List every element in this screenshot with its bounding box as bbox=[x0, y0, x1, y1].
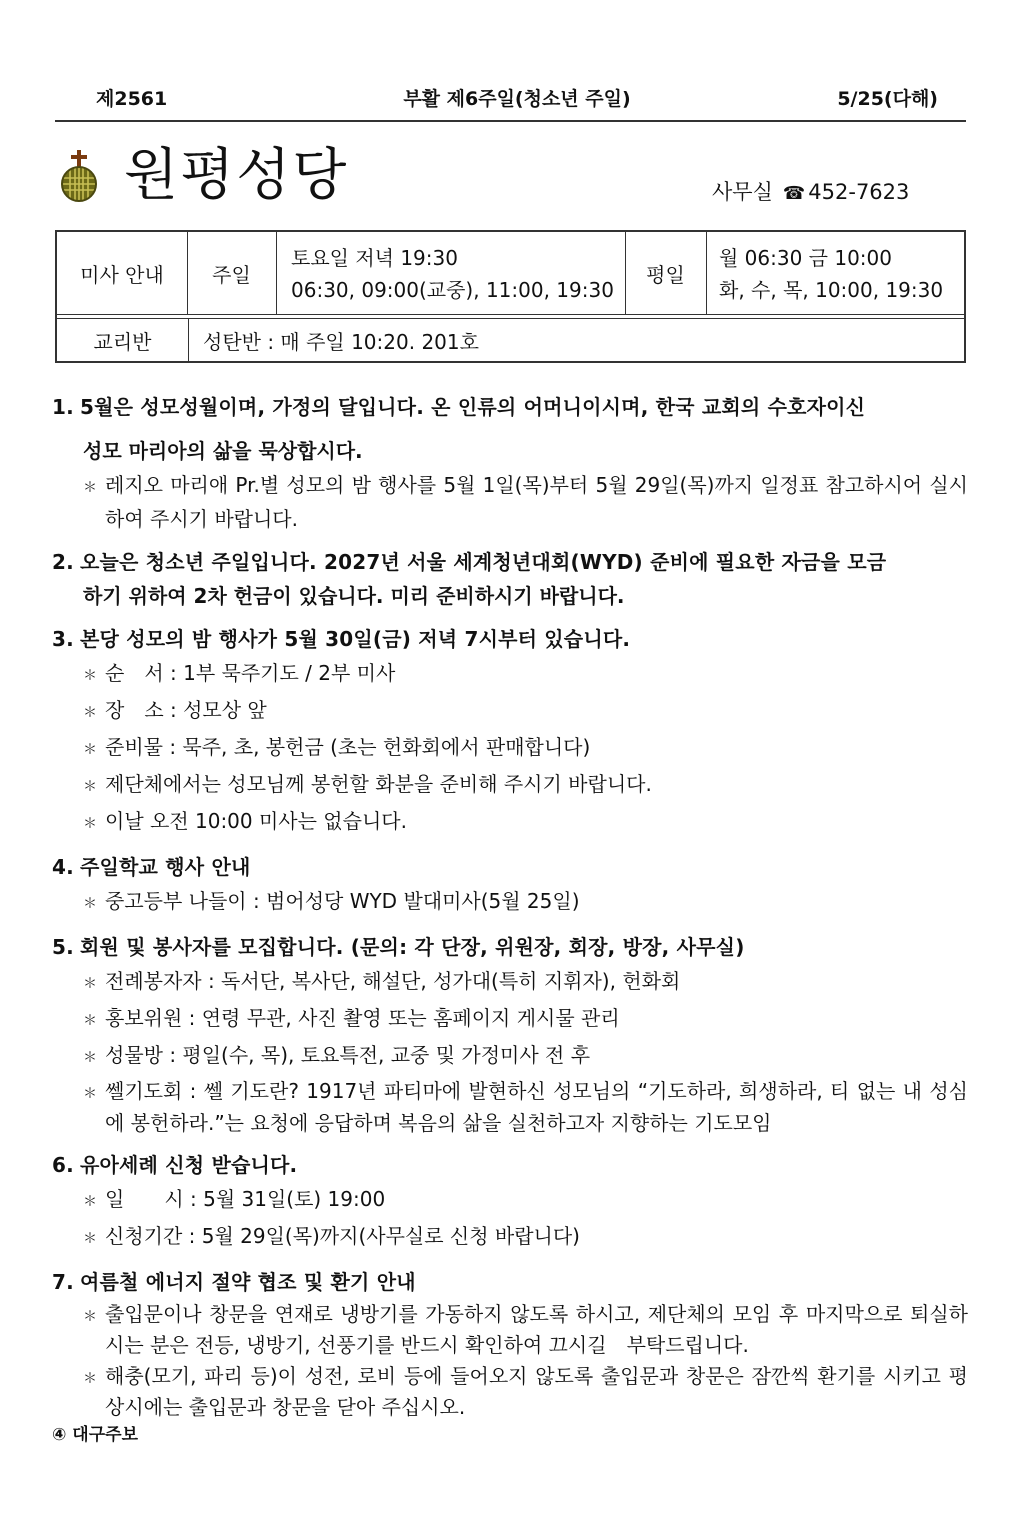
notice-title: 유아세례 신청 받습니다. bbox=[80, 1153, 298, 1177]
bulletin-header bbox=[96, 84, 938, 112]
notice-1: 1. 5월은 성모성월이며, 가정의 달입니다. 온 인류의 어머니이시며, 한국 교회의 수호자이신 성모 마리아의 삶을 묵상합시다. ＊ 레지오 마리애 Pr.별 성모의 밤 행사를 5월 1일(목)부터 5월 29일(목)까지 일정표 참고하시어 실시하여 주시기 바랍니다. bbox=[52, 390, 968, 536]
notice-3: 3. 본당 성모의 밤 행사가 5월 30일(금) 저녁 7시부터 있습니다. ＊ 순 서 : 1부 묵주기도 / 2부 미사 ＊ 장 소 : 성모상 앞 ＊ 준비물 : 묵주, 초, 봉헌금 (초는 헌화회에서 판매합니다) ＊ 제단체에서는 성모님께 봉헌할 화분을 준비해 주시기 바랍니다. ＊ 이날 오전 10:00 미사는 없습니다. bbox=[52, 622, 968, 841]
list-item: ＊ 순 서 : 1부 묵주기도 / 2부 미사 bbox=[83, 661, 396, 685]
notice-list bbox=[52, 390, 968, 1423]
notice-title: 본당 성모의 밤 행사가 5월 30일(금) 저녁 7시부터 있습니다. bbox=[80, 627, 631, 651]
weekday-label: 평일 bbox=[646, 263, 685, 287]
notice-title: 회원 및 봉사자를 모집합니다. (문의: 각 단장, 위원장, 회장, 방장, 사무실) bbox=[80, 935, 745, 959]
list-item: ＊ 해충(모기, 파리 등)이 성전, 로비 등에 들어오지 않도록 출입문과 창문은 잠깐씩 환기를 시키고 평상시에는 출입문과 창문을 닫아 주십시오. bbox=[83, 1364, 968, 1419]
mass-label: 미사 안내 bbox=[80, 263, 164, 287]
list-item: ＊ 쎌기도회 : 쎌 기도란? 1917년 파티마에 발현하신 성모님의 “기도하라, 희생하라, 티 없는 내 성심에 봉헌하라.”는 요청에 응답하며 복음의 삶을 실천하고자 지향하는 기도모임 bbox=[83, 1079, 968, 1135]
list-item: ＊ 성물방 : 평일(수, 목), 토요특전, 교중 및 가정미사 전 후 bbox=[83, 1043, 591, 1067]
catechism-value: 성탄반 : 매 주일 10:20. 201호 bbox=[203, 329, 479, 354]
notice-title: 오늘은 청소년 주일입니다. 2027년 서울 세계청년대회(WYD) 준비에 필요한 자금을 모금 bbox=[80, 550, 887, 574]
weekday-times-line2: 화, 수, 목, 10:00, 19:30 bbox=[719, 278, 944, 302]
list-item: ＊ 전례봉자자 : 독서단, 복사단, 해설단, 성가대(특히 지휘자), 헌화회 bbox=[83, 969, 681, 993]
notice-title-cont: 하기 위하여 2차 헌금이 있습니다. 미리 준비하시기 바랍니다. bbox=[83, 584, 625, 608]
notice-7: 7. 여름철 에너지 절약 협조 및 환기 안내 ＊ 출입문이나 창문을 연재로 냉방기를 가동하지 않도록 하시고, 제단체의 모임 후 마지막으로 퇴실하시는 분은 전등, 냉방기, 선풍기를 반드시 확인하여 끄시길 부탁드립니다. ＊ 해충(모기, 파리 등)이 성전, 로비 등에 들어오지 않도록 출입문과 창문은 잠깐씩 환기를 시키고 평상시에는 출입문과 창문을 닫아 주십시오. bbox=[52, 1265, 968, 1423]
phone-icon: ☎ bbox=[782, 183, 806, 204]
notice-title: 5월은 성모성월이며, 가정의 달입니다. 온 인류의 어머니이시며, 한국 교회의 수호자이신 bbox=[80, 395, 866, 419]
notice-2: 2. 오늘은 청소년 주일입니다. 2027년 서울 세계청년대회(WYD) 준비에 필요한 자금을 모금 하기 위하여 2차 헌금이 있습니다. 미리 준비하시기 바랍니다. bbox=[52, 545, 968, 613]
list-item: ＊ 중고등부 나들이 : 범어성당 WYD 발대미사(5월 25일) bbox=[83, 889, 580, 913]
list-item: ＊ 준비물 : 묵주, 초, 봉헌금 (초는 헌화회에서 판매합니다) bbox=[83, 735, 591, 759]
office-phone: 452-7623 bbox=[808, 180, 910, 204]
notice-title: 주일학교 행사 안내 bbox=[80, 855, 251, 879]
notice-title-cont: 성모 마리아의 삶을 묵상합시다. bbox=[83, 439, 363, 463]
issue-number: 제2561 bbox=[96, 88, 168, 110]
list-item: ＊ 출입문이나 창문을 연재로 냉방기를 가동하지 않도록 하시고, 제단체의 모임 후 마지막으로 퇴실하시는 분은 전등, 냉방기, 선풍기를 반드시 확인하여 끄시길 부탁드립니다. bbox=[83, 1302, 968, 1357]
sunday-times-line1: 토요일 저녁 19:30 bbox=[291, 246, 458, 270]
sunday-label: 주일 bbox=[212, 263, 251, 287]
liturgy-title: 부활 제6주일(청소년 주일) bbox=[403, 88, 631, 110]
list-item: ＊ 제단체에서는 성모님께 봉헌할 화분을 준비해 주시기 바랍니다. bbox=[83, 772, 652, 796]
notice-4: 4. 주일학교 행사 안내 ＊ 중고등부 나들이 : 범어성당 WYD 발대미사(5월 25일) bbox=[52, 850, 968, 921]
office-contact bbox=[712, 176, 909, 206]
header-divider bbox=[55, 120, 966, 122]
list-item: ＊ 레지오 마리애 Pr.별 성모의 밤 행사를 5월 1일(목)부터 5월 29일(목)까지 일정표 참고하시어 실시하여 주시기 바랍니다. bbox=[83, 473, 968, 531]
notice-6: 6. 유아세례 신청 받습니다. ＊ 일 시 : 5월 31일(토) 19:00 ＊ 신청기간 : 5월 29일(목)까지(사무실로 신청 바랍니다) bbox=[52, 1148, 968, 1256]
bulletin-date: 5/25(다해) bbox=[837, 88, 938, 110]
church-logo-icon bbox=[58, 148, 100, 202]
list-item: ＊ 이날 오전 10:00 미사는 없습니다. bbox=[83, 809, 407, 833]
notice-title: 여름철 에너지 절약 협조 및 환기 안내 bbox=[80, 1270, 416, 1294]
weekday-times bbox=[719, 242, 943, 306]
catechism-label: 교리반 bbox=[93, 329, 152, 354]
sunday-times bbox=[291, 242, 614, 306]
church-name: 원평성당 bbox=[124, 143, 349, 208]
office-label: 사무실 bbox=[712, 180, 773, 204]
list-item: ＊ 장 소 : 성모상 앞 bbox=[83, 698, 267, 722]
mass-schedule-table bbox=[55, 230, 966, 363]
list-item: ＊ 신청기간 : 5월 29일(목)까지(사무실로 신청 바랍니다) bbox=[83, 1224, 580, 1248]
footer-label: ④ 대구주보 bbox=[52, 1425, 138, 1445]
sunday-times-line2: 06:30, 09:00(교중), 11:00, 19:30 bbox=[291, 278, 614, 302]
notice-5: 5. 회원 및 봉사자를 모집합니다. (문의: 각 단장, 위원장, 회장, 방장, 사무실) ＊ 전례봉자자 : 독서단, 복사단, 해설단, 성가대(특히 지휘자), 헌화회 ＊ 홍보위원 : 연령 무관, 사진 촬영 또는 홈페이지 게시물 관리 ＊ 성물방 : 평일(수, 목), 토요특전, 교중 및 가정미사 전 후 ＊ 쎌기도회 : 쎌 기도란? 1917년 파티마에 발현하신 성모님의 “기도하라, 희생하라, 티 없는 내 성심에 봉헌하라.”는 요청에 응답하며 복음의 삶을 실천하고자 지향하는 기도모임 bbox=[52, 930, 968, 1139]
list-item: ＊ 일 시 : 5월 31일(토) 19:00 bbox=[83, 1187, 386, 1211]
weekday-times-line1: 월 06:30 금 10:00 bbox=[719, 246, 892, 270]
list-item: ＊ 홍보위원 : 연령 무관, 사진 촬영 또는 홈페이지 게시물 관리 bbox=[83, 1006, 620, 1030]
